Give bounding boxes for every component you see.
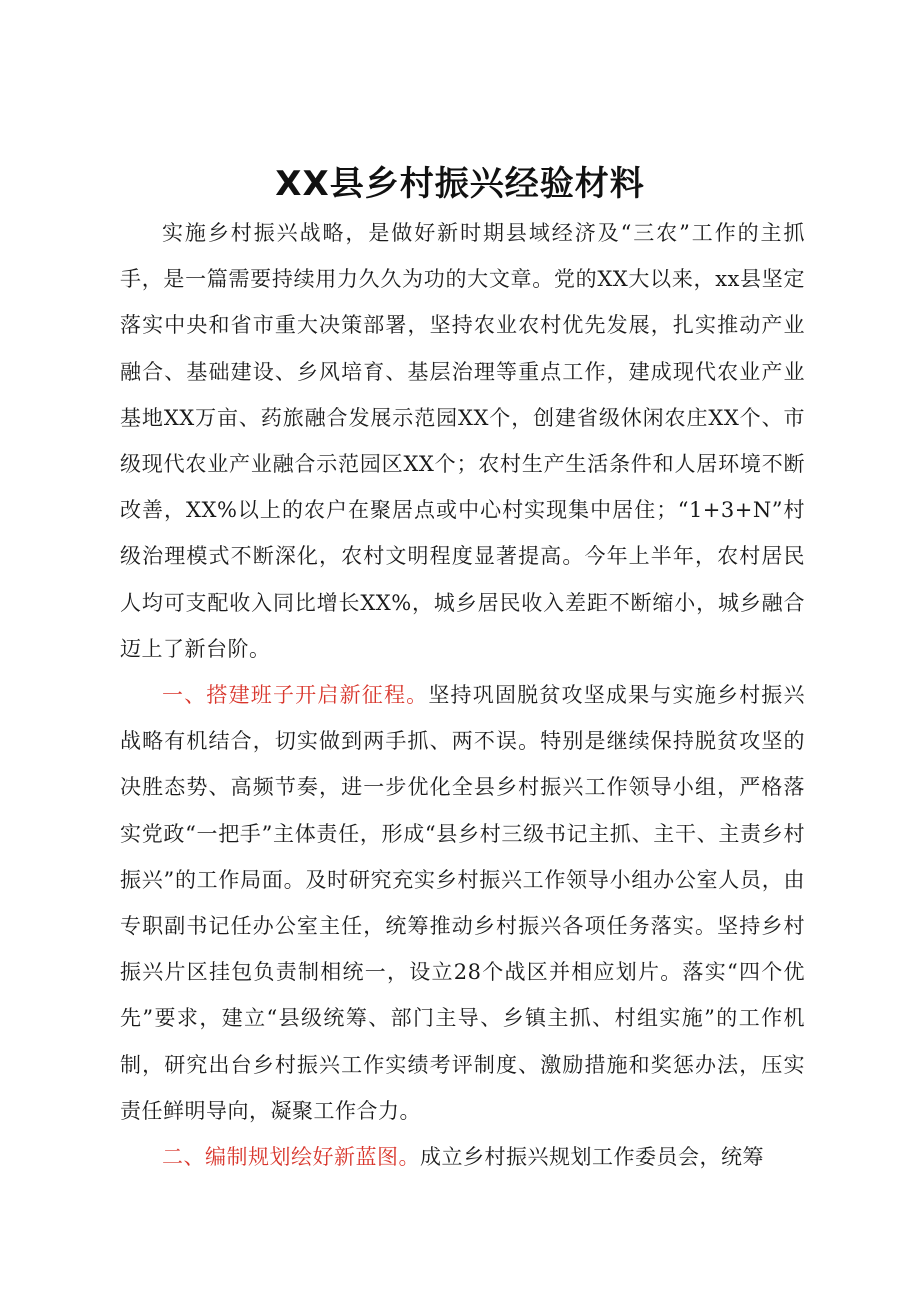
section-one-heading: 一、搭建班子开启新征程。 [162, 683, 429, 708]
section-two-paragraph [120, 1134, 805, 1180]
intro-paragraph [120, 210, 805, 672]
section-one-text: 坚持巩固脱贫攻坚成果与实施乡村振兴战略有机结合，切实做到两手抓、两不误。特别是继续保持脱贫攻坚的决胜态势、高频节奏，进一步优化全县乡村振兴工作领导小组，严格落实党政“一把手”主体责任，形成“县乡村三级书记主抓、主干、主责乡村振兴”的工作局面。及时研究充实乡村振兴工作领导小组办公室人员，由专职副书记任办公室主任，统筹推动乡村振兴各项任务落实。坚持乡村振兴片区挂包负责制相统一，设立28个战区并相应划片。落实“四个优先”要求，建立“县级统筹、部门主导、乡镇主抓、村组实施”的工作机制，研究出台乡村振兴工作实绩考评制度、激励措施和奖惩办法，压实责任鲜明导向，凝聚工作合力。 [120, 683, 806, 1123]
document-body [120, 210, 805, 1180]
section-two-text: 成立乡村振兴规划工作委员会，统筹 [420, 1145, 764, 1170]
section-two-heading: 二、编制规划绘好新蓝图。 [162, 1145, 420, 1170]
page-title: XX县乡村振兴经验材料 [275, 164, 645, 204]
intro-paragraph-text: 实施乡村振兴战略，是做好新时期县域经济及“三农”工作的主抓手，是一篇需要持续用力久久为功的大文章。党的XX大以来，xx县坚定落实中央和省市重大决策部署，坚持农业农村优先发展，扎实推动产业融合、基础建设、乡风培育、基层治理等重点工作，建成现代农业产业基地XX万亩、药旅融合发展示范园XX个，创建省级休闲农庄XX个、市级现代农业产业融合示范园区XX个；农村生产生活条件和人居环境不断改善，XX%以上的农户在聚居点或中心村实现集中居住；“1+3+N”村级治理模式不断深化，农村文明程度显著提高。今年上半年，农村居民人均可支配收入同比增长XX%，城乡居民收入差距不断缩小，城乡融合迈上了新台阶。 [120, 221, 805, 661]
section-one-paragraph [120, 672, 805, 1134]
